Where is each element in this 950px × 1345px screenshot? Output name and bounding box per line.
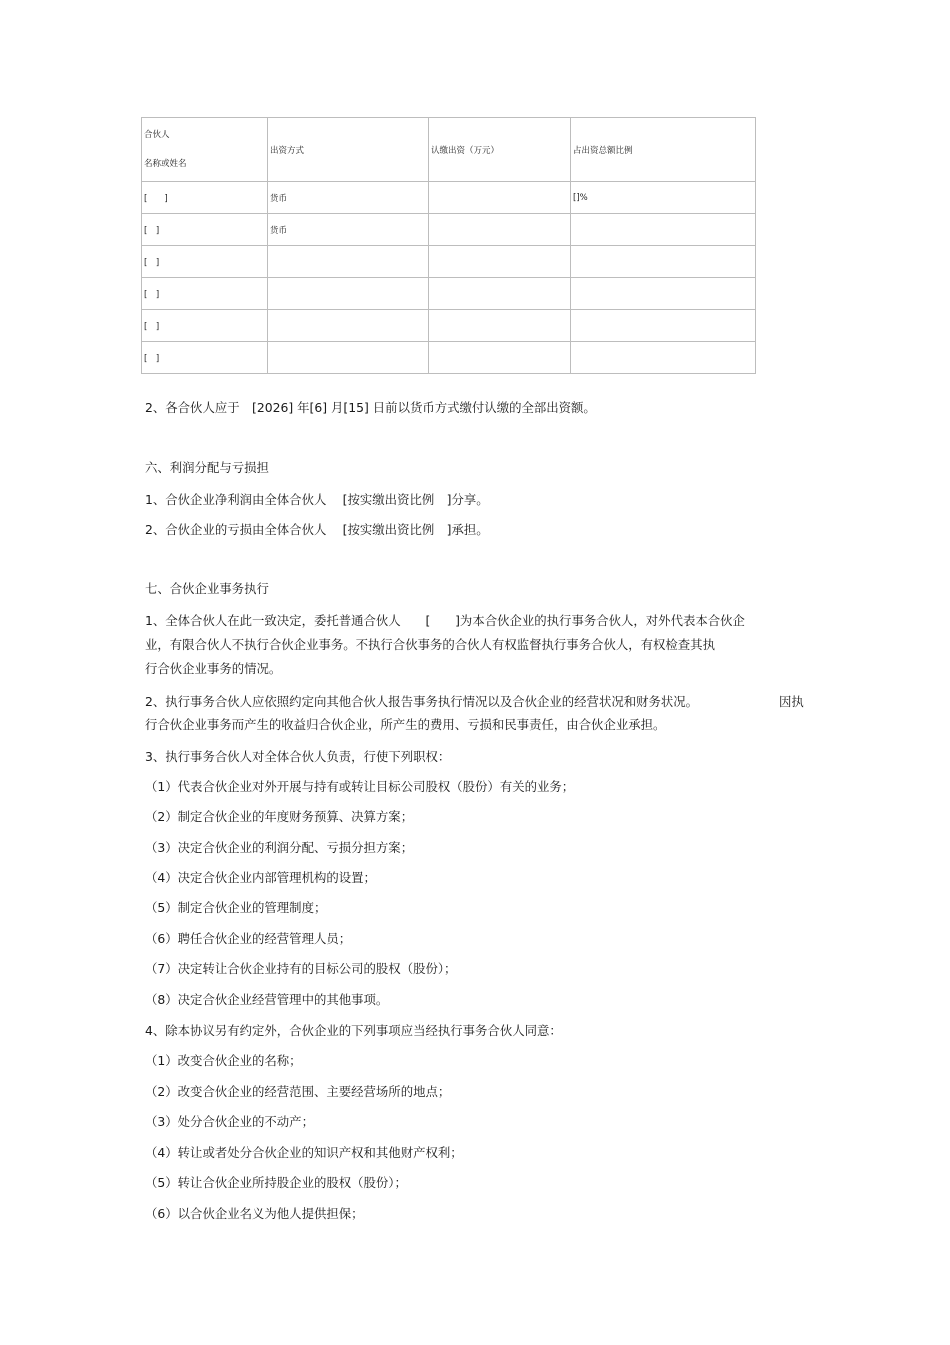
profit-distribution-clause: 1、合伙企业净利润由全体合伙人 [按实缴出资比例 ]分享。: [145, 492, 489, 507]
table-row: [142, 182, 756, 214]
method-cell: [268, 310, 429, 342]
header-partner-line2: 名称或姓名: [144, 158, 187, 169]
table-row: [142, 310, 756, 342]
list-item: （5）转让合伙企业所持股企业的股权（股份）；: [145, 1175, 407, 1190]
payment-deadline-clause: 2、各合伙人应于 [2026] 年[6] 月[15] 日前以货币方式缴付认缴的全部出资额。: [145, 400, 596, 415]
clause-4-heading: 4、除本协议另有约定外，合伙企业的下列事项应当经执行事务合伙人同意：: [145, 1023, 562, 1038]
header-partner-line1: 合伙人: [144, 129, 170, 140]
method-cell: [268, 278, 429, 310]
ratio-cell: []%: [571, 182, 756, 214]
contribution-table: [141, 117, 756, 374]
table-row: [142, 214, 756, 246]
amount-cell: [429, 246, 571, 278]
ratio-cell: [571, 246, 756, 278]
table-row: [142, 278, 756, 310]
method-cell: 货币: [268, 214, 429, 246]
clause-2-line-2: 行合伙企业事务而产生的收益归合伙企业，所产生的费用、亏损和民事责任，由合伙企业承担。: [145, 717, 666, 732]
ratio-cell: [571, 310, 756, 342]
ratio-cell: [571, 342, 756, 374]
list-item: （6）聘任合伙企业的经营管理人员；: [145, 931, 352, 946]
method-cell: [268, 246, 429, 278]
list-item: （8）决定合伙企业经营管理中的其他事项。: [145, 992, 389, 1007]
loss-sharing-clause: 2、合伙企业的亏损由全体合伙人 [按实缴出资比例 ]承担。: [145, 522, 489, 537]
partner-name-cell: [ ]: [142, 182, 268, 214]
capital-contribution-table: [141, 117, 756, 374]
list-item: （3）决定合伙企业的利润分配、亏损分担方案；: [145, 840, 414, 855]
list-item: （6）以合伙企业名义为他人提供担保；: [145, 1206, 364, 1221]
list-item: （2）制定合伙企业的年度财务预算、决算方案；: [145, 809, 414, 824]
clause-2-line-1-tail: 因执: [779, 694, 804, 709]
partner-name-cell: [ ]: [142, 246, 268, 278]
header-contribution-method: 出资方式: [268, 118, 429, 182]
partner-name-cell: [ ]: [142, 342, 268, 374]
table-row: [142, 342, 756, 374]
list-item: （1）代表合伙企业对外开展与持有或转让目标公司股权（股份）有关的业务；: [145, 779, 575, 794]
list-item: （3）处分合伙企业的不动产；: [145, 1114, 314, 1129]
list-item: （2）改变合伙企业的经营范围、主要经营场所的地点；: [145, 1084, 451, 1099]
header-subscribed-amount: 认缴出资（万元）: [429, 118, 571, 182]
section-heading-profit-loss: 六、利润分配与亏损担: [145, 460, 269, 475]
list-item: （1）改变合伙企业的名称；: [145, 1053, 302, 1068]
clause-2-line-1: 2、执行事务合伙人应依照约定向其他合伙人报告事务执行情况以及合伙企业的经营状况和财务状况。: [145, 694, 699, 709]
list-item: （7）决定转让合伙企业持有的目标公司的股权（股份）；: [145, 961, 457, 976]
clause-1-line-2: 业，有限合伙人不执行合伙企业事务。不执行合伙事务的合伙人有权监督执行事务合伙人，有权检查其执: [145, 637, 715, 652]
table-row: [142, 246, 756, 278]
amount-cell: [429, 214, 571, 246]
ratio-cell: [571, 214, 756, 246]
amount-cell: [429, 182, 571, 214]
header-partner-name: [142, 118, 268, 182]
ratio-cell: [571, 278, 756, 310]
list-item: （5）制定合伙企业的管理制度；: [145, 900, 327, 915]
partner-name-cell: [ ]: [142, 310, 268, 342]
section-heading-affairs-execution: 七、合伙企业事务执行: [145, 581, 269, 596]
method-cell: 货币: [268, 182, 429, 214]
amount-cell: [429, 310, 571, 342]
amount-cell: [429, 342, 571, 374]
clause-1-line-1: 1、全体合伙人在此一致决定，委托普通合伙人 [ ]为本合伙企业的执行事务合伙人，对外代表本合伙企: [145, 613, 745, 628]
partner-name-cell: [ ]: [142, 278, 268, 310]
list-item: （4）转让或者处分合伙企业的知识产权和其他财产权利；: [145, 1145, 463, 1160]
clause-3-heading: 3、执行事务合伙人对全体合伙人负责，行使下列职权：: [145, 749, 451, 764]
clause-1-line-3: 行合伙企业事务的情况。: [145, 661, 282, 676]
amount-cell: [429, 278, 571, 310]
header-ratio: 占出资总额比例: [571, 118, 756, 182]
method-cell: [268, 342, 429, 374]
table-header-row: [142, 118, 756, 182]
partner-name-cell: [ ]: [142, 214, 268, 246]
list-item: （4）决定合伙企业内部管理机构的设置；: [145, 870, 376, 885]
